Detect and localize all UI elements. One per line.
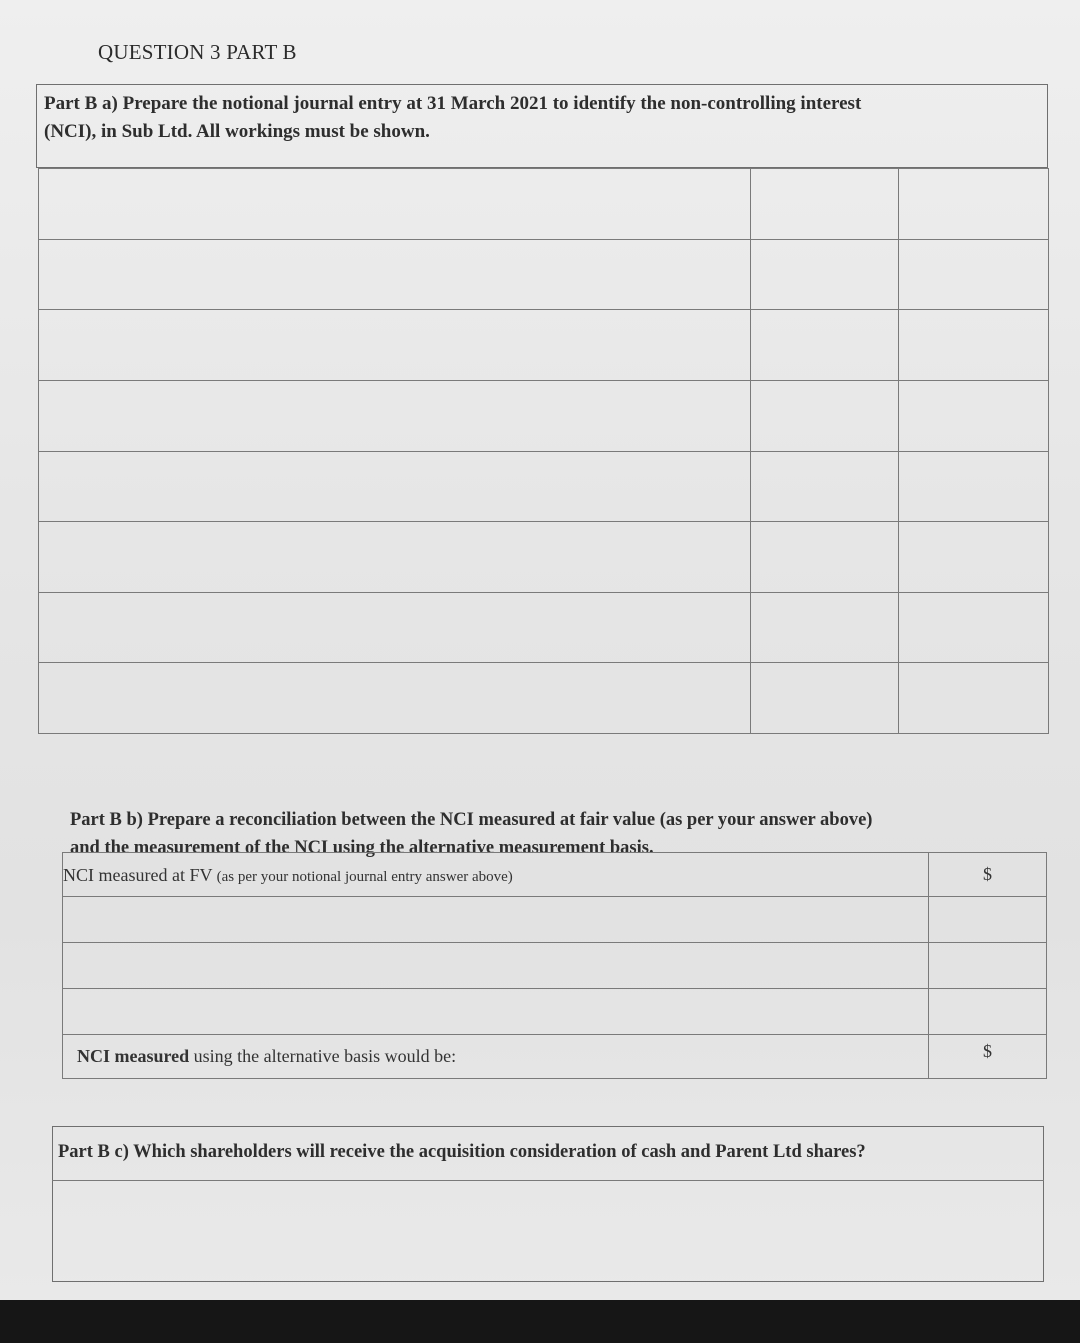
part-c-prompt: Part B c) Which shareholders will receive the acquisition consideration of cash and Parent Ltd shares? xyxy=(58,1142,866,1162)
journal-credit-cell[interactable] xyxy=(899,169,1049,240)
journal-credit-cell[interactable] xyxy=(899,451,1049,522)
nci-fv-amount-cell[interactable] xyxy=(929,853,1047,897)
nci-alternative-label-rest: using the alternative basis would be: xyxy=(189,1046,457,1066)
journal-debit-cell[interactable] xyxy=(751,522,899,593)
journal-debit-cell[interactable] xyxy=(751,239,899,310)
reconciliation-amount-cell[interactable] xyxy=(929,943,1047,989)
reconciliation-row xyxy=(63,897,1047,943)
reconciliation-item-cell[interactable] xyxy=(63,989,929,1035)
nci-fv-label-cell xyxy=(63,853,929,897)
nci-alternative-label-cell xyxy=(63,1035,929,1079)
journal-debit-cell[interactable] xyxy=(751,451,899,522)
part-b-prompt-line2: and the measurement of the NCI using the alternative measurement basis. xyxy=(70,838,654,858)
journal-row xyxy=(39,663,1049,734)
journal-debit-cell[interactable] xyxy=(751,663,899,734)
journal-credit-cell[interactable] xyxy=(899,522,1049,593)
part-c-answer-area[interactable] xyxy=(54,1182,1042,1280)
journal-row xyxy=(39,522,1049,593)
journal-debit-cell[interactable] xyxy=(751,310,899,381)
reconciliation-row xyxy=(63,989,1047,1035)
journal-entry-table xyxy=(38,168,1049,734)
reconciliation-row xyxy=(63,943,1047,989)
currency-symbol: $ xyxy=(983,864,992,884)
reconciliation-row-fv xyxy=(63,853,1047,897)
journal-credit-cell[interactable] xyxy=(899,239,1049,310)
reconciliation-item-cell[interactable] xyxy=(63,897,929,943)
journal-debit-cell[interactable] xyxy=(751,169,899,240)
nci-fv-label: NCI measured at FV xyxy=(63,865,213,885)
journal-credit-cell[interactable] xyxy=(899,310,1049,381)
journal-account-cell[interactable] xyxy=(39,522,751,593)
journal-account-cell[interactable] xyxy=(39,169,751,240)
journal-account-cell[interactable] xyxy=(39,380,751,451)
part-a-prompt-line1: Part B a) Prepare the notional journal entry at 31 March 2021 to identify the non-controlling interest xyxy=(44,93,862,114)
journal-account-cell[interactable] xyxy=(39,451,751,522)
journal-debit-cell[interactable] xyxy=(751,380,899,451)
journal-account-cell[interactable] xyxy=(39,310,751,381)
question-heading: QUESTION 3 PART B xyxy=(98,40,297,64)
part-a-prompt xyxy=(44,90,1044,146)
part-a-prompt-line2: (NCI), in Sub Ltd. All workings must be shown. xyxy=(44,121,430,142)
journal-account-cell[interactable] xyxy=(39,663,751,734)
journal-row xyxy=(39,451,1049,522)
journal-account-cell[interactable] xyxy=(39,239,751,310)
journal-row xyxy=(39,380,1049,451)
nci-alternative-amount-cell[interactable] xyxy=(929,1035,1047,1079)
journal-account-cell[interactable] xyxy=(39,592,751,663)
reconciliation-row-alternative xyxy=(63,1035,1047,1079)
reconciliation-amount-cell[interactable] xyxy=(929,897,1047,943)
journal-credit-cell[interactable] xyxy=(899,663,1049,734)
nci-reconciliation-table xyxy=(62,852,1047,1079)
journal-debit-cell[interactable] xyxy=(751,592,899,663)
part-b-prompt-line1: Part B b) Prepare a reconciliation between the NCI measured at fair value (as per your answer above) xyxy=(70,810,873,830)
nci-alternative-label-bold: NCI measured xyxy=(77,1046,190,1066)
currency-symbol: $ xyxy=(983,1041,992,1061)
journal-row xyxy=(39,239,1049,310)
reconciliation-item-cell[interactable] xyxy=(63,943,929,989)
journal-row xyxy=(39,169,1049,240)
nci-fv-note: (as per your notional journal entry answer above) xyxy=(216,869,513,885)
part-c-divider xyxy=(52,1180,1044,1181)
journal-credit-cell[interactable] xyxy=(899,592,1049,663)
journal-credit-cell[interactable] xyxy=(899,380,1049,451)
reconciliation-amount-cell[interactable] xyxy=(929,989,1047,1035)
journal-row xyxy=(39,592,1049,663)
monitor-bezel xyxy=(0,1300,1080,1343)
journal-row xyxy=(39,310,1049,381)
